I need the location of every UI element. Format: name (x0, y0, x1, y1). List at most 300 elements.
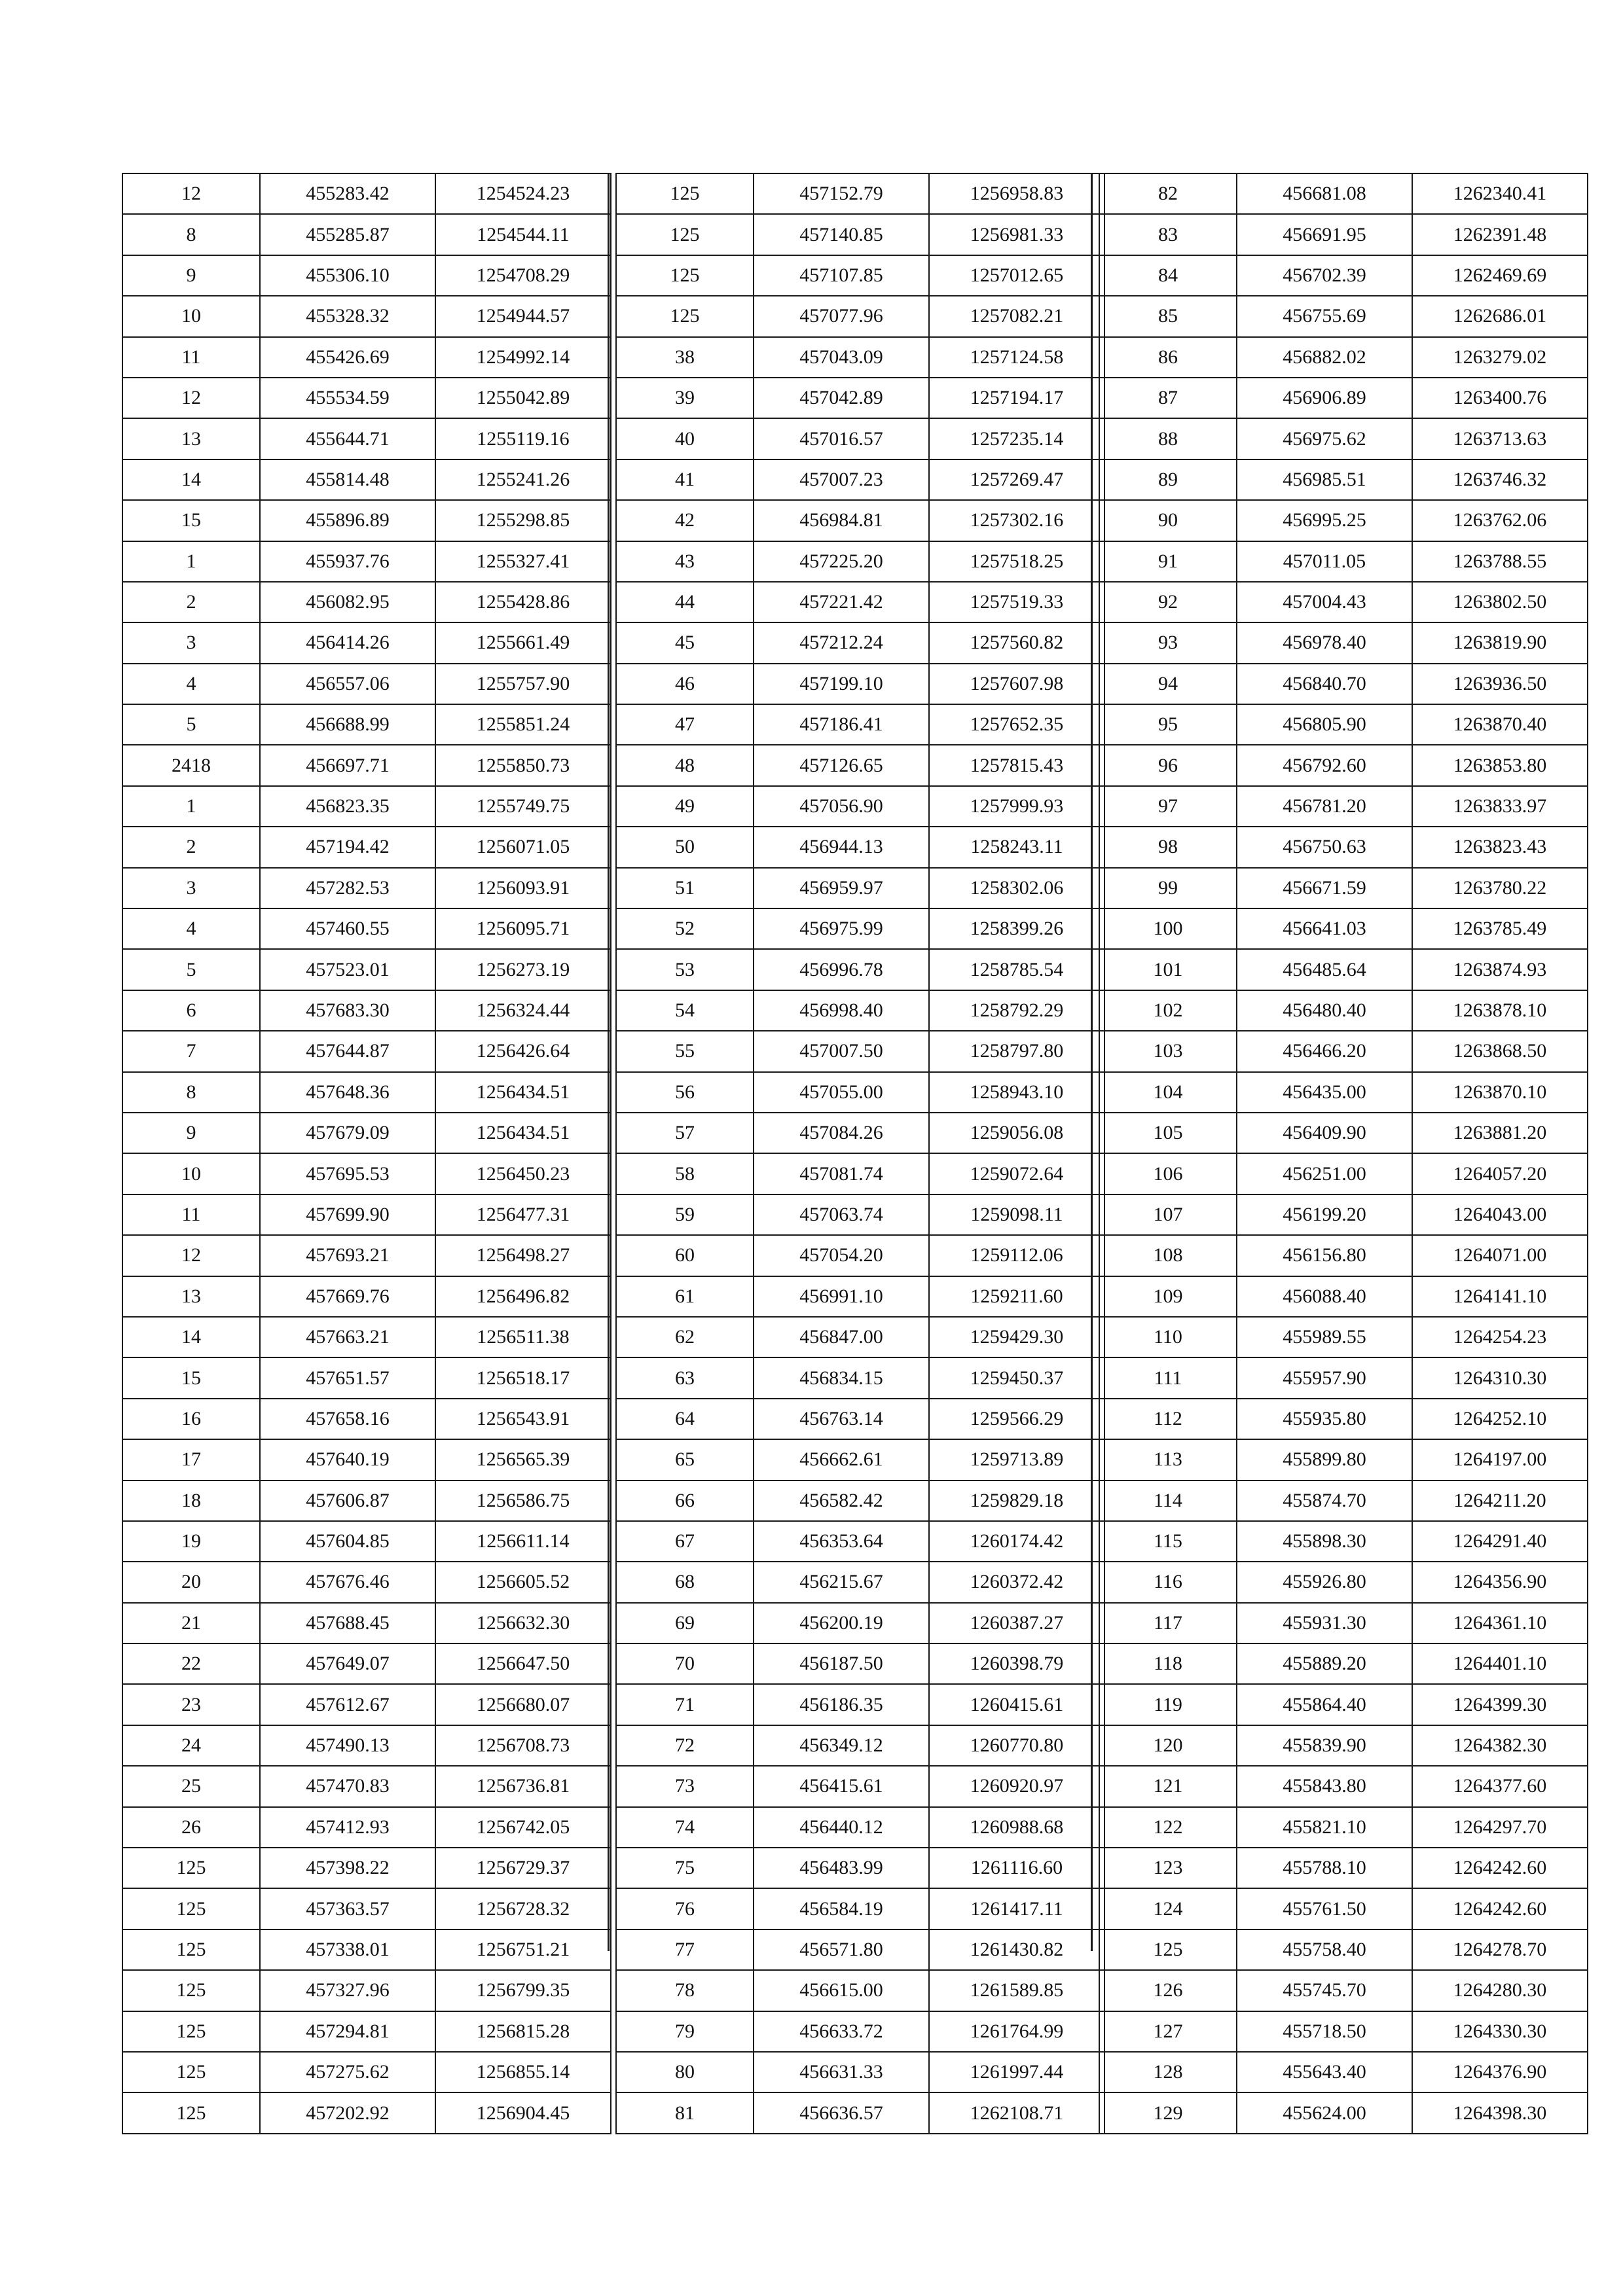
y-coordinate-cell: 1263868.50 (1412, 1031, 1588, 1071)
table-row (122, 1153, 611, 1194)
x-coordinate-cell: 456702.39 (1237, 255, 1412, 296)
point-number-cell: 125 (122, 2011, 260, 2052)
point-number-cell: 53 (616, 949, 754, 990)
table-row (616, 827, 1104, 867)
table-row (616, 664, 1104, 704)
point-number-cell: 93 (1099, 622, 1237, 663)
table-row (616, 500, 1104, 541)
point-number-cell: 58 (616, 1153, 754, 1194)
x-coordinate-cell: 457007.23 (754, 459, 929, 500)
x-coordinate-cell: 457063.74 (754, 1194, 929, 1235)
x-coordinate-cell: 456584.19 (754, 1888, 929, 1929)
point-number-cell: 79 (616, 2011, 754, 2052)
point-number-cell: 129 (1099, 2092, 1237, 2133)
point-number-cell: 67 (616, 1521, 754, 1562)
y-coordinate-cell: 1256742.05 (435, 1807, 611, 1848)
table-row (122, 1399, 611, 1439)
point-number-cell: 127 (1099, 2011, 1237, 2052)
point-number-cell: 47 (616, 704, 754, 745)
x-coordinate-cell: 457016.57 (754, 418, 929, 459)
y-coordinate-cell: 1263878.10 (1412, 990, 1588, 1031)
table-row (122, 1603, 611, 1643)
x-coordinate-cell: 457606.87 (260, 1480, 435, 1521)
point-number-cell: 61 (616, 1276, 754, 1317)
y-coordinate-cell: 1256647.50 (435, 1643, 611, 1684)
point-number-cell: 12 (122, 378, 260, 418)
y-coordinate-cell: 1263713.63 (1412, 418, 1588, 459)
x-coordinate-cell: 457460.55 (260, 908, 435, 949)
point-number-cell: 46 (616, 664, 754, 704)
x-coordinate-cell: 456998.40 (754, 990, 929, 1031)
y-coordinate-cell: 1256426.64 (435, 1031, 611, 1071)
x-coordinate-cell: 456082.95 (260, 582, 435, 622)
y-coordinate-cell: 1256799.35 (435, 1970, 611, 2011)
y-coordinate-cell: 1256071.05 (435, 827, 611, 867)
x-coordinate-cell: 455745.70 (1237, 1970, 1412, 2011)
x-coordinate-cell: 457282.53 (260, 868, 435, 908)
point-number-cell: 125 (122, 2092, 260, 2133)
point-number-cell: 71 (616, 1684, 754, 1725)
x-coordinate-cell: 455624.00 (1237, 2092, 1412, 2133)
y-coordinate-cell: 1257518.25 (929, 541, 1104, 582)
point-number-cell: 51 (616, 868, 754, 908)
x-coordinate-cell: 455898.30 (1237, 1521, 1412, 1562)
point-number-cell: 90 (1099, 500, 1237, 541)
x-coordinate-cell: 457604.85 (260, 1521, 435, 1562)
x-coordinate-cell: 455937.76 (260, 541, 435, 582)
table-row (122, 1929, 611, 1970)
x-coordinate-cell: 456480.40 (1237, 990, 1412, 1031)
table-row (122, 173, 611, 214)
point-number-cell: 86 (1099, 337, 1237, 378)
table-row (1099, 1194, 1588, 1235)
y-coordinate-cell: 1264057.20 (1412, 1153, 1588, 1194)
point-number-cell: 73 (616, 1766, 754, 1806)
y-coordinate-cell: 1257269.47 (929, 459, 1104, 500)
x-coordinate-cell: 457695.53 (260, 1153, 435, 1194)
table-row (122, 868, 611, 908)
point-number-cell: 123 (1099, 1848, 1237, 1888)
x-coordinate-cell: 457676.46 (260, 1562, 435, 1602)
y-coordinate-cell: 1261116.60 (929, 1848, 1104, 1888)
y-coordinate-cell: 1258302.06 (929, 868, 1104, 908)
table-row (616, 1603, 1104, 1643)
y-coordinate-cell: 1254544.11 (435, 214, 611, 255)
table-row (1099, 868, 1588, 908)
table-row (122, 1357, 611, 1398)
y-coordinate-cell: 1261997.44 (929, 2052, 1104, 2092)
x-coordinate-cell: 455643.40 (1237, 2052, 1412, 2092)
table-row (1099, 500, 1588, 541)
x-coordinate-cell: 457658.16 (260, 1399, 435, 1439)
point-number-cell: 125 (122, 1970, 260, 2011)
point-number-cell: 11 (122, 1194, 260, 1235)
table-row (616, 1521, 1104, 1562)
table-row (616, 1929, 1104, 1970)
table-row (1099, 296, 1588, 336)
y-coordinate-cell: 1263870.40 (1412, 704, 1588, 745)
y-coordinate-cell: 1255327.41 (435, 541, 611, 582)
point-number-cell: 49 (616, 786, 754, 827)
table-row (616, 173, 1104, 214)
y-coordinate-cell: 1260920.97 (929, 1766, 1104, 1806)
x-coordinate-cell: 457077.96 (754, 296, 929, 336)
x-coordinate-cell: 456834.15 (754, 1357, 929, 1398)
x-coordinate-cell: 455896.89 (260, 500, 435, 541)
x-coordinate-cell: 456615.00 (754, 1970, 929, 2011)
point-number-cell: 92 (1099, 582, 1237, 622)
point-number-cell: 107 (1099, 1194, 1237, 1235)
x-coordinate-cell: 457004.43 (1237, 582, 1412, 622)
y-coordinate-cell: 1257607.98 (929, 664, 1104, 704)
y-coordinate-cell: 1262469.69 (1412, 255, 1588, 296)
y-coordinate-cell: 1263802.50 (1412, 582, 1588, 622)
table-row (616, 1235, 1104, 1276)
table-row (1099, 1357, 1588, 1398)
y-coordinate-cell: 1255428.86 (435, 582, 611, 622)
table-row (1099, 1725, 1588, 1766)
table-row (1099, 1072, 1588, 1113)
y-coordinate-cell: 1263874.93 (1412, 949, 1588, 990)
table-row (122, 1031, 611, 1071)
x-coordinate-cell: 457363.57 (260, 1888, 435, 1929)
point-number-cell: 13 (122, 418, 260, 459)
table-row (122, 1807, 611, 1848)
x-coordinate-cell: 455874.70 (1237, 1480, 1412, 1521)
table-row (616, 990, 1104, 1031)
point-number-cell: 125 (122, 1888, 260, 1929)
y-coordinate-cell: 1256708.73 (435, 1725, 611, 1766)
point-number-cell: 128 (1099, 2052, 1237, 2092)
x-coordinate-cell: 457225.20 (754, 541, 929, 582)
table-row (616, 1848, 1104, 1888)
y-coordinate-cell: 1256450.23 (435, 1153, 611, 1194)
y-coordinate-cell: 1256958.83 (929, 173, 1104, 214)
x-coordinate-cell: 457043.09 (754, 337, 929, 378)
point-number-cell: 42 (616, 500, 754, 541)
point-number-cell: 105 (1099, 1113, 1237, 1153)
x-coordinate-cell: 455843.80 (1237, 1766, 1412, 1806)
y-coordinate-cell: 1263936.50 (1412, 664, 1588, 704)
table-row (1099, 1643, 1588, 1684)
x-coordinate-cell: 456571.80 (754, 1929, 929, 1970)
y-coordinate-cell: 1261589.85 (929, 1970, 1104, 2011)
point-number-cell: 45 (616, 622, 754, 663)
y-coordinate-cell: 1257560.82 (929, 622, 1104, 663)
table-row (1099, 827, 1588, 867)
y-coordinate-cell: 1264330.30 (1412, 2011, 1588, 2052)
y-coordinate-cell: 1263819.90 (1412, 622, 1588, 663)
y-coordinate-cell: 1260398.79 (929, 1643, 1104, 1684)
table-row (1099, 1399, 1588, 1439)
table-row (122, 255, 611, 296)
y-coordinate-cell: 1256728.32 (435, 1888, 611, 1929)
y-coordinate-cell: 1255042.89 (435, 378, 611, 418)
table-row (122, 1072, 611, 1113)
y-coordinate-cell: 1256511.38 (435, 1317, 611, 1357)
table-row (122, 949, 611, 990)
point-number-cell: 3 (122, 868, 260, 908)
point-number-cell: 88 (1099, 418, 1237, 459)
point-number-cell: 99 (1099, 868, 1237, 908)
point-number-cell: 126 (1099, 1970, 1237, 2011)
point-number-cell: 108 (1099, 1235, 1237, 1276)
x-coordinate-cell: 456755.69 (1237, 296, 1412, 336)
table-row (616, 1072, 1104, 1113)
y-coordinate-cell: 1264280.30 (1412, 1970, 1588, 2011)
x-coordinate-cell: 457221.42 (754, 582, 929, 622)
point-number-cell: 39 (616, 378, 754, 418)
x-coordinate-cell: 457055.00 (754, 1072, 929, 1113)
y-coordinate-cell: 1260387.27 (929, 1603, 1104, 1643)
table-row (122, 1848, 611, 1888)
y-coordinate-cell: 1264382.30 (1412, 1725, 1588, 1766)
table-row (616, 2011, 1104, 2052)
point-number-cell: 81 (616, 2092, 754, 2133)
y-coordinate-cell: 1264361.10 (1412, 1603, 1588, 1643)
point-number-cell: 96 (1099, 745, 1237, 785)
x-coordinate-cell: 457644.87 (260, 1031, 435, 1071)
y-coordinate-cell: 1255749.75 (435, 786, 611, 827)
y-coordinate-cell: 1263881.20 (1412, 1113, 1588, 1153)
table-row (616, 2052, 1104, 2092)
table-row (122, 1439, 611, 1480)
y-coordinate-cell: 1263746.32 (1412, 459, 1588, 500)
y-coordinate-cell: 1256751.21 (435, 1929, 611, 1970)
table-row (1099, 255, 1588, 296)
point-number-cell: 2 (122, 582, 260, 622)
x-coordinate-cell: 457275.62 (260, 2052, 435, 2092)
y-coordinate-cell: 1260372.42 (929, 1562, 1104, 1602)
point-number-cell: 26 (122, 1807, 260, 1848)
x-coordinate-cell: 457523.01 (260, 949, 435, 990)
point-number-cell: 21 (122, 1603, 260, 1643)
point-number-cell: 17 (122, 1439, 260, 1480)
point-number-cell: 125 (616, 214, 754, 255)
point-number-cell: 77 (616, 1929, 754, 1970)
table-row (1099, 1970, 1588, 2011)
x-coordinate-cell: 456186.35 (754, 1684, 929, 1725)
point-number-cell: 116 (1099, 1562, 1237, 1602)
x-coordinate-cell: 456199.20 (1237, 1194, 1412, 1235)
y-coordinate-cell: 1259429.30 (929, 1317, 1104, 1357)
y-coordinate-cell: 1257519.33 (929, 582, 1104, 622)
point-number-cell: 13 (122, 1276, 260, 1317)
x-coordinate-cell: 457186.41 (754, 704, 929, 745)
x-coordinate-cell: 455285.87 (260, 214, 435, 255)
x-coordinate-cell: 457338.01 (260, 1929, 435, 1970)
table-row (616, 1684, 1104, 1725)
y-coordinate-cell: 1258943.10 (929, 1072, 1104, 1113)
y-coordinate-cell: 1255298.85 (435, 500, 611, 541)
table-row (1099, 337, 1588, 378)
x-coordinate-cell: 457042.89 (754, 378, 929, 418)
point-number-cell: 75 (616, 1848, 754, 1888)
table-row (616, 1766, 1104, 1806)
x-coordinate-cell: 457663.21 (260, 1317, 435, 1357)
x-coordinate-cell: 456688.99 (260, 704, 435, 745)
y-coordinate-cell: 1258243.11 (929, 827, 1104, 867)
x-coordinate-cell: 457084.26 (754, 1113, 929, 1153)
y-coordinate-cell: 1256904.45 (435, 2092, 611, 2133)
x-coordinate-cell: 455926.80 (1237, 1562, 1412, 1602)
x-coordinate-cell: 457327.96 (260, 1970, 435, 2011)
table-row (122, 337, 611, 378)
point-number-cell: 4 (122, 908, 260, 949)
x-coordinate-cell: 455718.50 (1237, 2011, 1412, 2052)
table-row (122, 459, 611, 500)
y-coordinate-cell: 1256324.44 (435, 990, 611, 1031)
y-coordinate-cell: 1264297.70 (1412, 1807, 1588, 1848)
table-row (122, 541, 611, 582)
point-number-cell: 91 (1099, 541, 1237, 582)
x-coordinate-cell: 457202.92 (260, 2092, 435, 2133)
table-row (1099, 1684, 1588, 1725)
x-coordinate-cell: 456582.42 (754, 1480, 929, 1521)
x-coordinate-cell: 456823.35 (260, 786, 435, 827)
x-coordinate-cell: 455306.10 (260, 255, 435, 296)
point-number-cell: 111 (1099, 1357, 1237, 1398)
x-coordinate-cell: 456200.19 (754, 1603, 929, 1643)
y-coordinate-cell: 1260415.61 (929, 1684, 1104, 1725)
table-row (1099, 1848, 1588, 1888)
table-row (122, 1643, 611, 1684)
x-coordinate-cell: 457699.90 (260, 1194, 435, 1235)
point-number-cell: 2 (122, 827, 260, 867)
x-coordinate-cell: 456792.60 (1237, 745, 1412, 785)
point-number-cell: 54 (616, 990, 754, 1031)
table-row (1099, 582, 1588, 622)
y-coordinate-cell: 1259056.08 (929, 1113, 1104, 1153)
point-number-cell: 121 (1099, 1766, 1237, 1806)
x-coordinate-cell: 457651.57 (260, 1357, 435, 1398)
point-number-cell: 66 (616, 1480, 754, 1521)
table-row (122, 704, 611, 745)
point-number-cell: 74 (616, 1807, 754, 1848)
y-coordinate-cell: 1262108.71 (929, 2092, 1104, 2133)
y-coordinate-cell: 1258785.54 (929, 949, 1104, 990)
x-coordinate-cell: 456996.78 (754, 949, 929, 990)
table-row (616, 1807, 1104, 1848)
x-coordinate-cell: 456088.40 (1237, 1276, 1412, 1317)
x-coordinate-cell: 456415.61 (754, 1766, 929, 1806)
table-row (1099, 664, 1588, 704)
table-row (1099, 2052, 1588, 2092)
point-number-cell: 12 (122, 173, 260, 214)
x-coordinate-cell: 457649.07 (260, 1643, 435, 1684)
x-coordinate-cell: 456750.63 (1237, 827, 1412, 867)
point-number-cell: 14 (122, 1317, 260, 1357)
table-row (616, 541, 1104, 582)
y-coordinate-cell: 1255661.49 (435, 622, 611, 663)
point-number-cell: 83 (1099, 214, 1237, 255)
table-row (1099, 949, 1588, 990)
table-row (122, 1317, 611, 1357)
point-number-cell: 1 (122, 786, 260, 827)
x-coordinate-cell: 455889.20 (1237, 1643, 1412, 1684)
y-coordinate-cell: 1254944.57 (435, 296, 611, 336)
x-coordinate-cell: 457640.19 (260, 1439, 435, 1480)
x-coordinate-cell: 456440.12 (754, 1807, 929, 1848)
table-row (1099, 1603, 1588, 1643)
table-row (1099, 1766, 1588, 1806)
y-coordinate-cell: 1256729.37 (435, 1848, 611, 1888)
table-row (1099, 1480, 1588, 1521)
x-coordinate-cell: 456251.00 (1237, 1153, 1412, 1194)
y-coordinate-cell: 1258797.80 (929, 1031, 1104, 1071)
point-number-cell: 78 (616, 1970, 754, 2011)
table-row (1099, 1521, 1588, 1562)
table-row (122, 1235, 611, 1276)
y-coordinate-cell: 1264141.10 (1412, 1276, 1588, 1317)
point-number-cell: 124 (1099, 1888, 1237, 1929)
x-coordinate-cell: 455935.80 (1237, 1399, 1412, 1439)
y-coordinate-cell: 1256496.82 (435, 1276, 611, 1317)
y-coordinate-cell: 1256434.51 (435, 1072, 611, 1113)
y-coordinate-cell: 1264043.00 (1412, 1194, 1588, 1235)
y-coordinate-cell: 1264399.30 (1412, 1684, 1588, 1725)
point-number-cell: 9 (122, 1113, 260, 1153)
coordinate-table-right (1099, 173, 1588, 2134)
point-number-cell: 12 (122, 1235, 260, 1276)
y-coordinate-cell: 1255119.16 (435, 418, 611, 459)
x-coordinate-cell: 457054.20 (754, 1235, 929, 1276)
x-coordinate-cell: 457398.22 (260, 1848, 435, 1888)
point-number-cell: 119 (1099, 1684, 1237, 1725)
table-row (616, 1439, 1104, 1480)
x-coordinate-cell: 456882.02 (1237, 337, 1412, 378)
point-number-cell: 14 (122, 459, 260, 500)
point-number-cell: 65 (616, 1439, 754, 1480)
y-coordinate-cell: 1256518.17 (435, 1357, 611, 1398)
table-row (1099, 1153, 1588, 1194)
point-number-cell: 9 (122, 255, 260, 296)
x-coordinate-cell: 456697.71 (260, 745, 435, 785)
x-coordinate-cell: 457490.13 (260, 1725, 435, 1766)
table-row (122, 745, 611, 785)
x-coordinate-cell: 455957.90 (1237, 1357, 1412, 1398)
y-coordinate-cell: 1264376.90 (1412, 2052, 1588, 2092)
y-coordinate-cell: 1256543.91 (435, 1399, 611, 1439)
y-coordinate-cell: 1255241.26 (435, 459, 611, 500)
point-number-cell: 41 (616, 459, 754, 500)
point-number-cell: 70 (616, 1643, 754, 1684)
table-row (122, 622, 611, 663)
point-number-cell: 60 (616, 1235, 754, 1276)
point-number-cell: 24 (122, 1725, 260, 1766)
y-coordinate-cell: 1254992.14 (435, 337, 611, 378)
point-number-cell: 101 (1099, 949, 1237, 990)
table-row (122, 1684, 611, 1725)
x-coordinate-cell: 456671.59 (1237, 868, 1412, 908)
point-number-cell: 125 (122, 1929, 260, 1970)
point-number-cell: 64 (616, 1399, 754, 1439)
point-number-cell: 43 (616, 541, 754, 582)
table-row (1099, 990, 1588, 1031)
table-row (1099, 1317, 1588, 1357)
x-coordinate-cell: 456353.64 (754, 1521, 929, 1562)
point-number-cell: 114 (1099, 1480, 1237, 1521)
table-row (1099, 1562, 1588, 1602)
point-number-cell: 118 (1099, 1643, 1237, 1684)
point-number-cell: 98 (1099, 827, 1237, 867)
y-coordinate-cell: 1262686.01 (1412, 296, 1588, 336)
point-number-cell: 103 (1099, 1031, 1237, 1071)
table-row (1099, 173, 1588, 214)
table-row (616, 949, 1104, 990)
table-row (122, 786, 611, 827)
x-coordinate-cell: 456409.90 (1237, 1113, 1412, 1153)
